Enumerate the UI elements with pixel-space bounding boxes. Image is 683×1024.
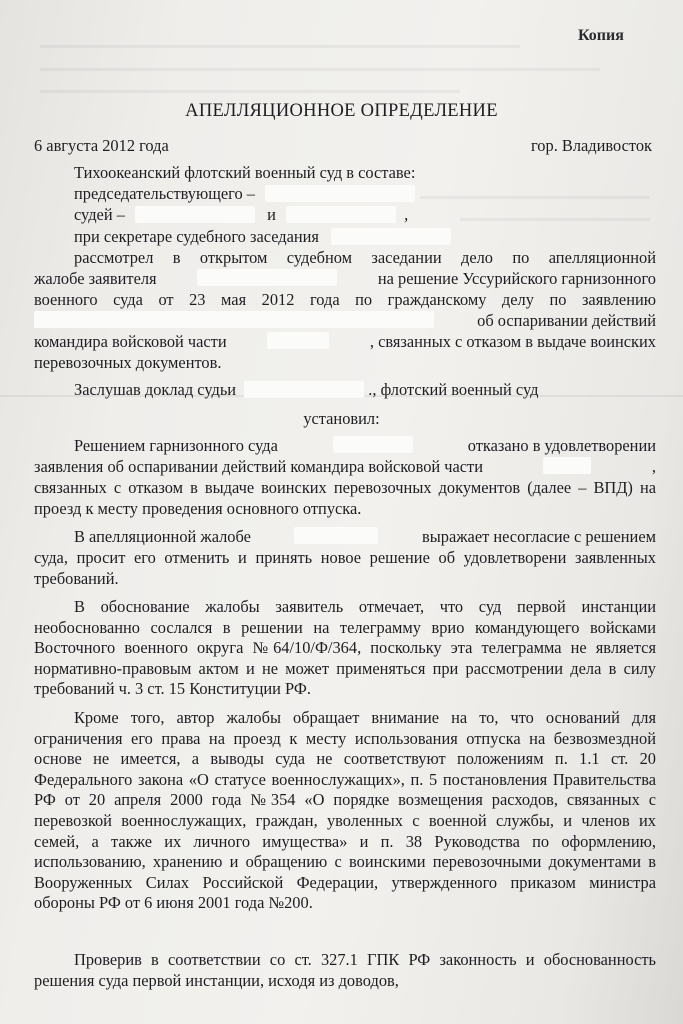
redacted-name	[331, 228, 451, 245]
considered-text: жалобе заявителя	[34, 269, 157, 288]
considered-text: об оспаривании действий	[477, 311, 656, 330]
redacted-name	[197, 269, 337, 286]
date-line	[34, 136, 652, 157]
considered-text: на решение Уссурийского гарнизонного	[377, 269, 656, 288]
p1-rest	[34, 478, 656, 519]
presiding-label: председательствующего –	[74, 184, 255, 203]
secretary-line	[74, 227, 451, 248]
heard-text: Заслушав доклад судьи	[74, 380, 237, 399]
p1-text: заявления об оспаривании действий командира войсковой части	[34, 457, 483, 476]
redacted-name	[244, 381, 364, 398]
copy-stamp: Копия	[578, 27, 624, 44]
judges-comma: ,	[404, 205, 409, 224]
redacted-name	[135, 206, 255, 223]
redacted-number	[543, 457, 591, 474]
p1-text: отказано в удовлетворении	[467, 436, 656, 455]
p2-text: суда, просит его отменить и принять новое решение об удовлетворени заявленных требований.	[34, 548, 656, 588]
considered-line-1: рассмотрел в открытом судебном заседании дело по апелляционной	[74, 248, 656, 267]
p5	[34, 950, 656, 991]
redacted-name	[294, 527, 378, 544]
redacted-number	[267, 332, 329, 349]
document-date: 6 августа 2012 года	[34, 136, 169, 155]
p2-text: В апелляционной жалобе	[74, 527, 251, 546]
p2-text: выражает несогласие с решением	[422, 527, 656, 546]
judges-and: и	[267, 205, 276, 224]
document-title: АПЕЛЛЯЦИОННОЕ ОПРЕДЕЛЕНИЕ	[185, 101, 498, 121]
redacted-name	[286, 206, 396, 223]
p3	[34, 597, 656, 700]
p4-text: Кроме того, автор жалобы обращает внимание на то, что оснований для ограничения его права на проезд к месту использования отпуска на безвозмездной основе не имеется, а выводы суда не соответствуют положениям п. 1.1 ст. 20 Федерального закона «О статусе военнослужащих», п. 5 постановления Правительства РФ от 20 апреля 2000 года №354 «О порядке возмещения расходов, связанных с перевозкой военнослужащих, граждан, уволенных с военной службы, и членов их семей, а также их личного имущества» и п. 38 Руководства по оформлению, использованию, хранению и обращению с воинскими перевозочными документами в Вооруженных Силах Российской Федерации, утвержденного приказом министра обороны РФ от 6 июня 2001 года №200.	[34, 708, 656, 913]
p1-text: Решением гарнизонного суда	[74, 436, 278, 455]
redacted-name	[265, 185, 415, 202]
presiding-line	[74, 184, 415, 205]
heard-text: ., флотский военный суд	[368, 380, 539, 399]
p3-text: В обоснование жалобы заявитель отмечает, что суд первой инстанции необоснованно сослался в решении на телеграмму врио командующего войсками Восточного военного округа №64/10/Ф/364, поскольку эта телеграмма не является нормативно-правовым актом и не может применяться при рассмотрении дела в силу требований ч. 3 ст. 15 Конституции РФ.	[34, 597, 656, 699]
judges-line	[74, 205, 408, 226]
p2-rest	[34, 548, 656, 589]
p2-line-1	[74, 527, 656, 548]
court-composition: Тихоокеанский флотский военный суд в составе:	[74, 163, 416, 182]
p1-text: ,	[651, 457, 656, 476]
p4	[34, 708, 656, 914]
considered-line-4	[34, 311, 656, 332]
judges-label: судей –	[74, 205, 125, 224]
document-place: гор. Владивосток	[530, 136, 652, 155]
considered-line-5	[34, 332, 656, 353]
p1-text: связанных с отказом в выдаче воинских перевозочных документов (далее – ВПД) на проезд к месту проведения основного отпуска.	[34, 478, 656, 518]
considered-text: командира войсковой части	[34, 332, 227, 351]
p1-line-2	[34, 457, 656, 478]
p1-line-1	[74, 436, 656, 457]
secretary-label: при секретаре судебного заседания	[74, 227, 319, 246]
redacted-name	[34, 311, 434, 328]
considered-line-3: военного суда от 23 мая 2012 года по гражданскому делу по заявлению	[34, 290, 656, 309]
redacted-name	[333, 436, 413, 453]
p5-text: Проверив в соответствии со ст. 327.1 ГПК РФ законность и обоснованность решения суда первой инстанции, исходя из доводов,	[34, 950, 656, 990]
heard-line	[74, 380, 539, 401]
considered-line-6: перевозочных документов.	[34, 353, 222, 372]
considered-line-2	[34, 269, 656, 290]
established-heading: установил:	[303, 409, 380, 428]
considered-text: , связанных с отказом в выдаче воинских	[369, 332, 656, 351]
